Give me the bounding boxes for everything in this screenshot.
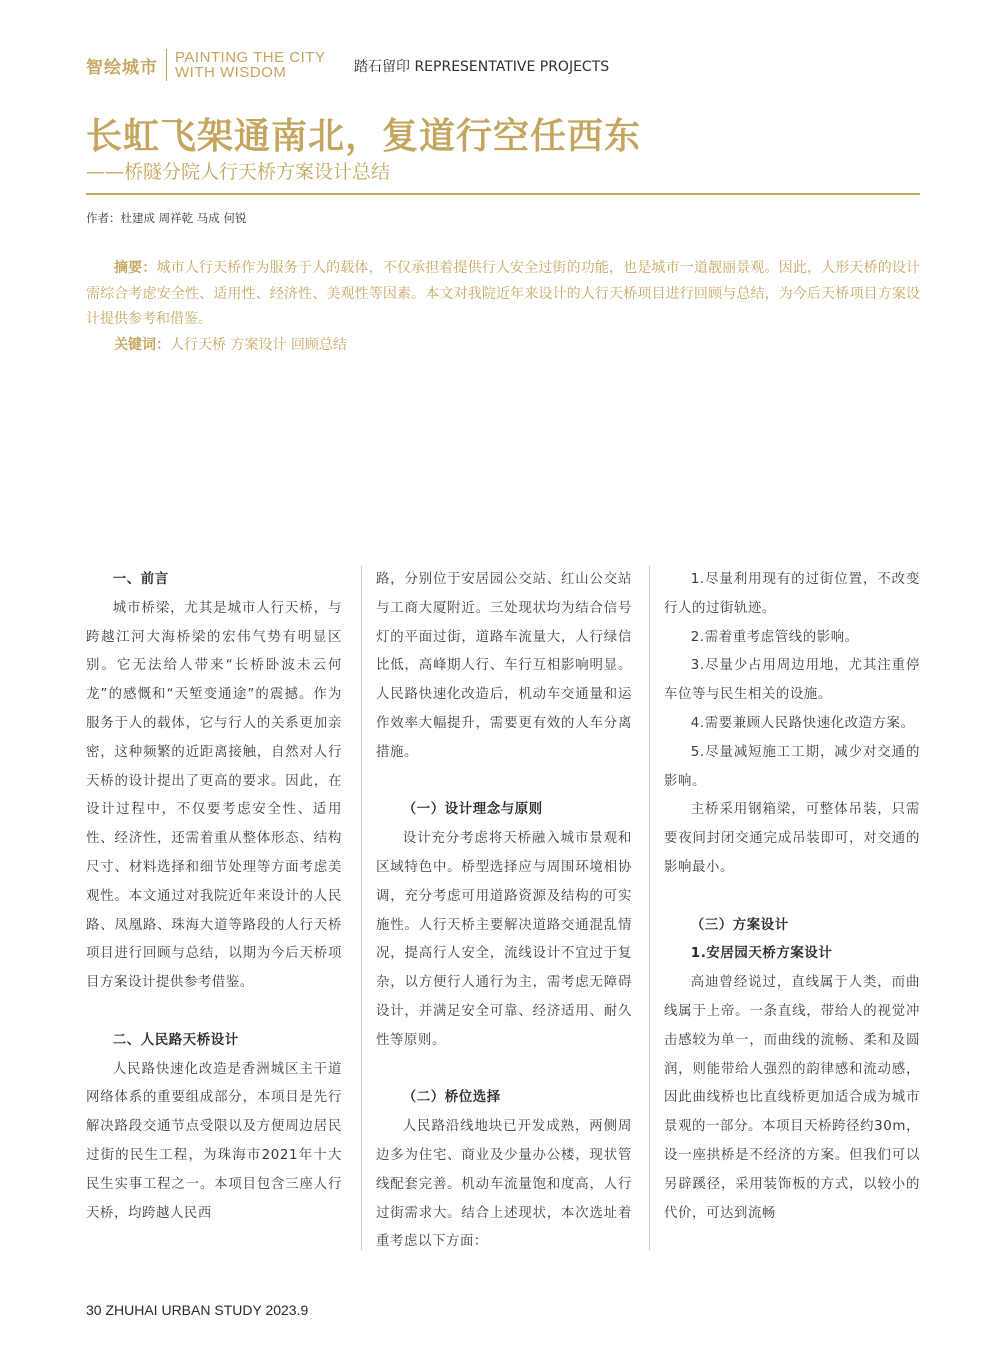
paragraph-renmin-continued: 路，分别位于安居园公交站、红山公交站与工商大厦附近。三处现状均为结合信号灯的平面过街，道路车流量大，人行绿信比低，高峰期人行、车行互相影响明显。人民路快速化改造后，机动车交通量和运作效率大幅提升，需要更有效的人车分离措施。 xyxy=(376,572,632,760)
section-title-en-line2: WITH WISDOM xyxy=(175,64,287,81)
section-title-en-line1: PAINTING THE CITY xyxy=(175,49,326,66)
section-spacer xyxy=(376,1056,632,1085)
paragraph-introduction: 城市桥梁，尤其是城市人行天桥，与跨越江河大海桥梁的宏伟气势有明显区别。它无法给人带来“长桥卧波未云何龙”的感慨和“天堑变通途”的震撼。作为服务于人的载体，它与行人的关系更加亲密，这种频繁的近距离接触，自然对人行天桥的设计提出了更高的要求。因此，在设计过程中，不仅要考虑安全性、适用性、经济性，还需着重从整体形态、结构尺寸、材料选择和细节处理等方面考虑美观性。本文通过对我院近年来设计的人民路、凤凰路、珠海大道等路段的人行天桥项目进行回顾与总结，以期为今后天桥项目方案设计提供参考借鉴。 xyxy=(86,600,342,991)
keywords-text: 人行天桥 方案设计 回顾总结 xyxy=(170,336,347,353)
paragraph-renmin-road: 人民路快速化改造是香洲城区主干道网络体系的重要组成部分，本项目是先行解决路段交通节点受限以及方便周边居民过街的民生工程，为珠海市2021年十大民生实事工程之一。本项目包含三座人行天桥，均跨越人民西 xyxy=(86,1061,342,1221)
list-item-3: 3.尽量少占用周边用地，尤其注重停车位等与民生相关的设施。 xyxy=(664,658,920,703)
section-title-cn: 智绘城市 xyxy=(86,57,158,78)
abstract-text: 城市人行天桥作为服务于人的载体，不仅承担着提供行人安全过街的功能，也是城市一道靓丽景观。因此，人形天桥的设计需综合考虑安全性、适用性、经济性、美观性等因素。本文对我院近年来设计的人行天桥项目进行回顾与总结，为今后天桥项目方案设计提供参考和借鉴。 xyxy=(86,260,921,327)
article-title: 长虹飞架通南北，复道行空任西东 xyxy=(86,116,642,157)
section-title-en xyxy=(175,50,325,80)
article-subtitle: ——桥隧分院人行天桥方案设计总结 xyxy=(86,161,391,183)
abstract-block xyxy=(86,256,920,358)
body-column-3 xyxy=(664,566,920,1228)
section-spacer xyxy=(86,998,342,1027)
heading-design-concept: （一）设计理念与原则 xyxy=(402,802,543,818)
page-footer: 30 ZHUHAI URBAN STUDY 2023.9 xyxy=(86,1302,309,1318)
paragraph-site-selection: 人民路沿线地块已开发成熟，两侧周边多为住宅、商业及少量办公楼，现状管线配套完善。机动车流量饱和度高，人行过街需求大。结合上述现状，本次选址着重考虑以下方面： xyxy=(376,1119,632,1250)
list-item-2: 2.需着重考虑管线的影响。 xyxy=(690,629,859,645)
heading-introduction: 一、前言 xyxy=(112,572,169,587)
keywords-label: 关键词： xyxy=(114,336,170,353)
heading-renmin-road: 二、人民路天桥设计 xyxy=(112,1032,239,1048)
article-authors: 作者：杜建成 周祥乾 马成 何锐 xyxy=(86,211,247,225)
column-divider-2 xyxy=(649,566,650,1250)
body-column-2 xyxy=(376,566,632,1257)
list-item-5: 5.尽量减短施工工期，减少对交通的影响。 xyxy=(664,744,920,789)
section-spacer xyxy=(664,883,920,912)
subsection-label: 踏石留印 REPRESENTATIVE PROJECTS xyxy=(354,59,610,75)
section-divider xyxy=(166,49,167,81)
heading-scheme-design: （三）方案设计 xyxy=(690,917,789,933)
body-column-1 xyxy=(86,566,342,1228)
list-item-1: 1.尽量利用现有的过街位置，不改变行人的过街轨迹。 xyxy=(664,572,920,616)
paragraph-steel-box-girder: 主桥采用钢箱梁，可整体吊装，只需要夜间封闭交通完成吊装即可，对交通的影响最小。 xyxy=(664,802,920,875)
abstract-label: 摘要： xyxy=(114,260,157,276)
keywords-paragraph xyxy=(86,333,920,359)
column-divider-1 xyxy=(361,566,362,1250)
paragraph-anjuyuan-bridge: 高迪曾经说过，直线属于人类，而曲线属于上帝。一条直线，带给人的视觉冲击感较为单一，而曲线的流畅、柔和及圆润，则能带给人强烈的韵律感和流动感，因此曲线桥也比直线桥更加适合成为城市景观的一部分。本项目天桥跨径约30m，设一座拱桥是不经济的方案。但我们可以另辟蹊径，采用装饰板的方式，以较小的代价，可达到流畅 xyxy=(664,975,920,1221)
heading-anjuyuan-bridge: 1.安居园天桥方案设计 xyxy=(690,946,833,962)
section-header xyxy=(86,48,325,82)
section-spacer xyxy=(376,768,632,797)
list-item-4: 4.需要兼顾人民路快速化改造方案。 xyxy=(690,715,915,731)
abstract-paragraph xyxy=(86,256,920,333)
title-divider xyxy=(86,193,920,195)
paragraph-design-concept: 设计充分考虑将天桥融入城市景观和区域特色中。桥型选择应与周围环境相协调，充分考虑可用道路资源及结构的可实施性。人行天桥主要解决道路交通混乱情况，提高行人安全，流线设计不宜过于复杂，以方便行人通行为主，需考虑无障碍设计，并满足安全可靠、经济适用、耐久性等原则。 xyxy=(376,831,632,1048)
heading-site-selection: （二）桥位选择 xyxy=(402,1090,501,1106)
